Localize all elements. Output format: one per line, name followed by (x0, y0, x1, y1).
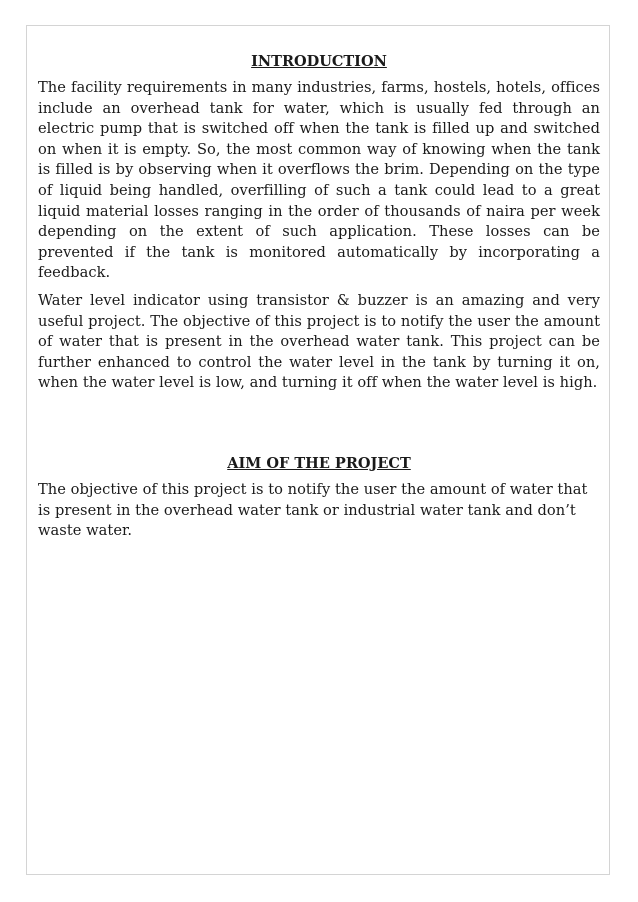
introduction-heading: INTRODUCTION (251, 53, 387, 70)
introduction-paragraph-2: Water level indicator using transistor & buzzer is an amazing and very useful project. The objective of this project is to notify the user the amount of water that is present in the overhead water tank. This project can be further enhanced to control the water level in the tank by turning it on, when the water level is low, and turning it off when the water level is high. (38, 291, 600, 392)
aim-heading: AIM OF THE PROJECT (227, 454, 411, 472)
document-body (38, 52, 600, 549)
aim-paragraph: The objective of this project is to notify the user the amount of water that is present in the overhead water tank or industrial water tank and don’t waste water. (38, 480, 588, 540)
introduction-paragraph-1: The facility requirements in many industries, farms, hostels, hotels, offices include an overhead tank for water, which is usually fed through an electric pump that is switched off when the tank is filled up and switched on when it is empty. So, the most common way of knowing when the tank is filled is by observing when it overflows the brim. Depending on the type of liquid being handled, overfilling of such a tank could lead to a great liquid material losses ranging in the order of thousands of naira per week depending on the extent of such application. These losses can be prevented if the tank is monitored automatically by incorporating a feedback. (38, 79, 600, 282)
